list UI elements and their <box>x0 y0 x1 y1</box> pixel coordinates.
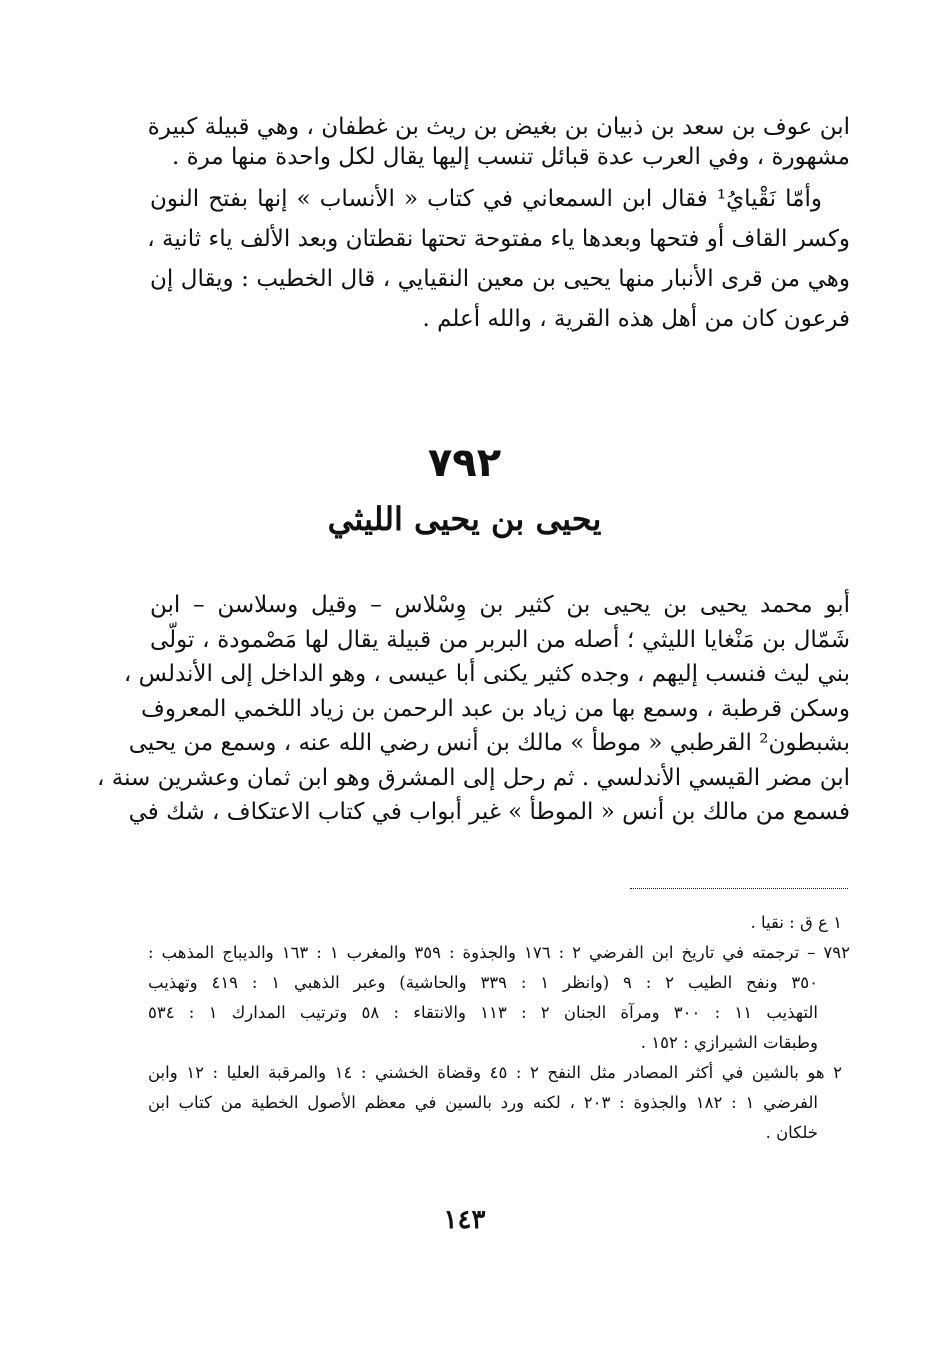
footnote-1 <box>148 908 850 938</box>
footnote-line: ٧٩٢ – ترجمته في تاريخ ابن الفرضي ٢ : ١٧٦ والجذوة : ٣٥٩ والمغرب ١ : ١٦٣ والديباج المذهب : <box>148 943 850 962</box>
text-line: ابن عوف بن سعد بن ذبيان بن بغيض بن ريث بن غطفان ، وهي قبيلة كبيرة <box>147 114 850 140</box>
naqyay-paragraph <box>147 184 850 334</box>
footnote-2 <box>148 1058 850 1148</box>
footnote-line: ٢ هو بالشين في أكثر المصادر مثل النفح ٢ : ٤٥ وقضاة الخشني : ١٤ والمرقبة العليا : ١٢ وابن <box>148 1063 843 1082</box>
text-line: مشهورة ، وفي العرب عدة قبائل تنسب إليها يقال لكل واحدة منها مرة . <box>171 144 850 170</box>
footnotes <box>148 908 850 1148</box>
text-line: أبو محمد يحيى بن يحيى بن كثير بن وِسْلاس – وقيل وسلاسن – ابن <box>150 592 850 618</box>
footnote-line: الفرضي ١ : ١٨٢ والجذوة : ٢٠٣ ، لكنه ورد بالسين في معظم الأصول الخطية من كتاب ابن <box>148 1093 818 1112</box>
page-body <box>147 112 850 334</box>
footnote-line: ٣٥٠ ونفح الطيب ٢ : ٩ (وانظر ١ : ٣٣٩ والحاشية) وعبر الذهبي ١ : ٤١٩ وتهذيب <box>148 973 818 992</box>
continuation-paragraph <box>147 112 850 172</box>
page-number: ١٤٣ <box>443 1205 486 1235</box>
text-line: ابن مضر القيسي الأندلسي . ثم رحل إلى المشرق وهو ابن ثمان وعشرين سنة ، <box>97 764 850 791</box>
footnote-line: التهذيب ١١ : ٣٠٠ ومرآة الجنان ٢ : ١١٣ والانتقاء : ٥٨ وترتيب المدارك ١ : ٥٣٤ <box>148 1003 818 1022</box>
entry-title: يحيى بن يحيى الليثي <box>327 500 602 538</box>
text-line: فرعون كان من أهل هذه القرية ، والله أعلم . <box>422 306 850 332</box>
text-line: فسمع من مالك بن أنس « الموطأ » غير أبواب في كتاب الاعتكاف ، شك في <box>128 799 850 825</box>
footnote-792 <box>148 938 850 1058</box>
text-line: وهي من قرى الأنبار منها يحيى بن معين النقيايي ، قال الخطيب : ويقال إن <box>150 266 850 292</box>
text-line: بشبطون² القرطبي « موطأ » مالك بن أنس رضي الله عنه ، وسمع من يحيى <box>128 730 850 756</box>
text-line: بني ليث فنسب إليهم ، وجده كثير يكنى أبا عيسى ، وهو الداخل إلى الأندلس ، <box>123 661 850 687</box>
text-line: وسكن قرطبة ، وسمع بها من زياد بن عبد الرحمن بن زياد اللخمي المعروف <box>140 695 850 722</box>
footnote-line: وطبقات الشيرازي : ١٥٢ . <box>640 1033 818 1052</box>
footnote-line: خلكان . <box>765 1123 818 1142</box>
footnote-line: ١ ع ق : نقيا . <box>750 913 842 932</box>
text-line: وكسر القاف أو فتحها وبعدها ياء مفتوحة تحتها نقطتان وبعد الألف ياء ثانية ، <box>147 226 850 252</box>
text-line: شَمّال بن مَنْغايا الليثي ؛ أصله من البربر من قبيلة يقال لها مَصْمودة ، تولّى <box>150 626 850 653</box>
biography-paragraph <box>97 588 850 830</box>
footnote-divider <box>630 888 848 889</box>
text-line: وأمّا نَقْيايُ¹ فقال ابن السمعاني في كتاب « الأنساب » إنها بفتح النون <box>150 186 822 212</box>
entry-number: ٧٩٢ <box>427 440 502 486</box>
